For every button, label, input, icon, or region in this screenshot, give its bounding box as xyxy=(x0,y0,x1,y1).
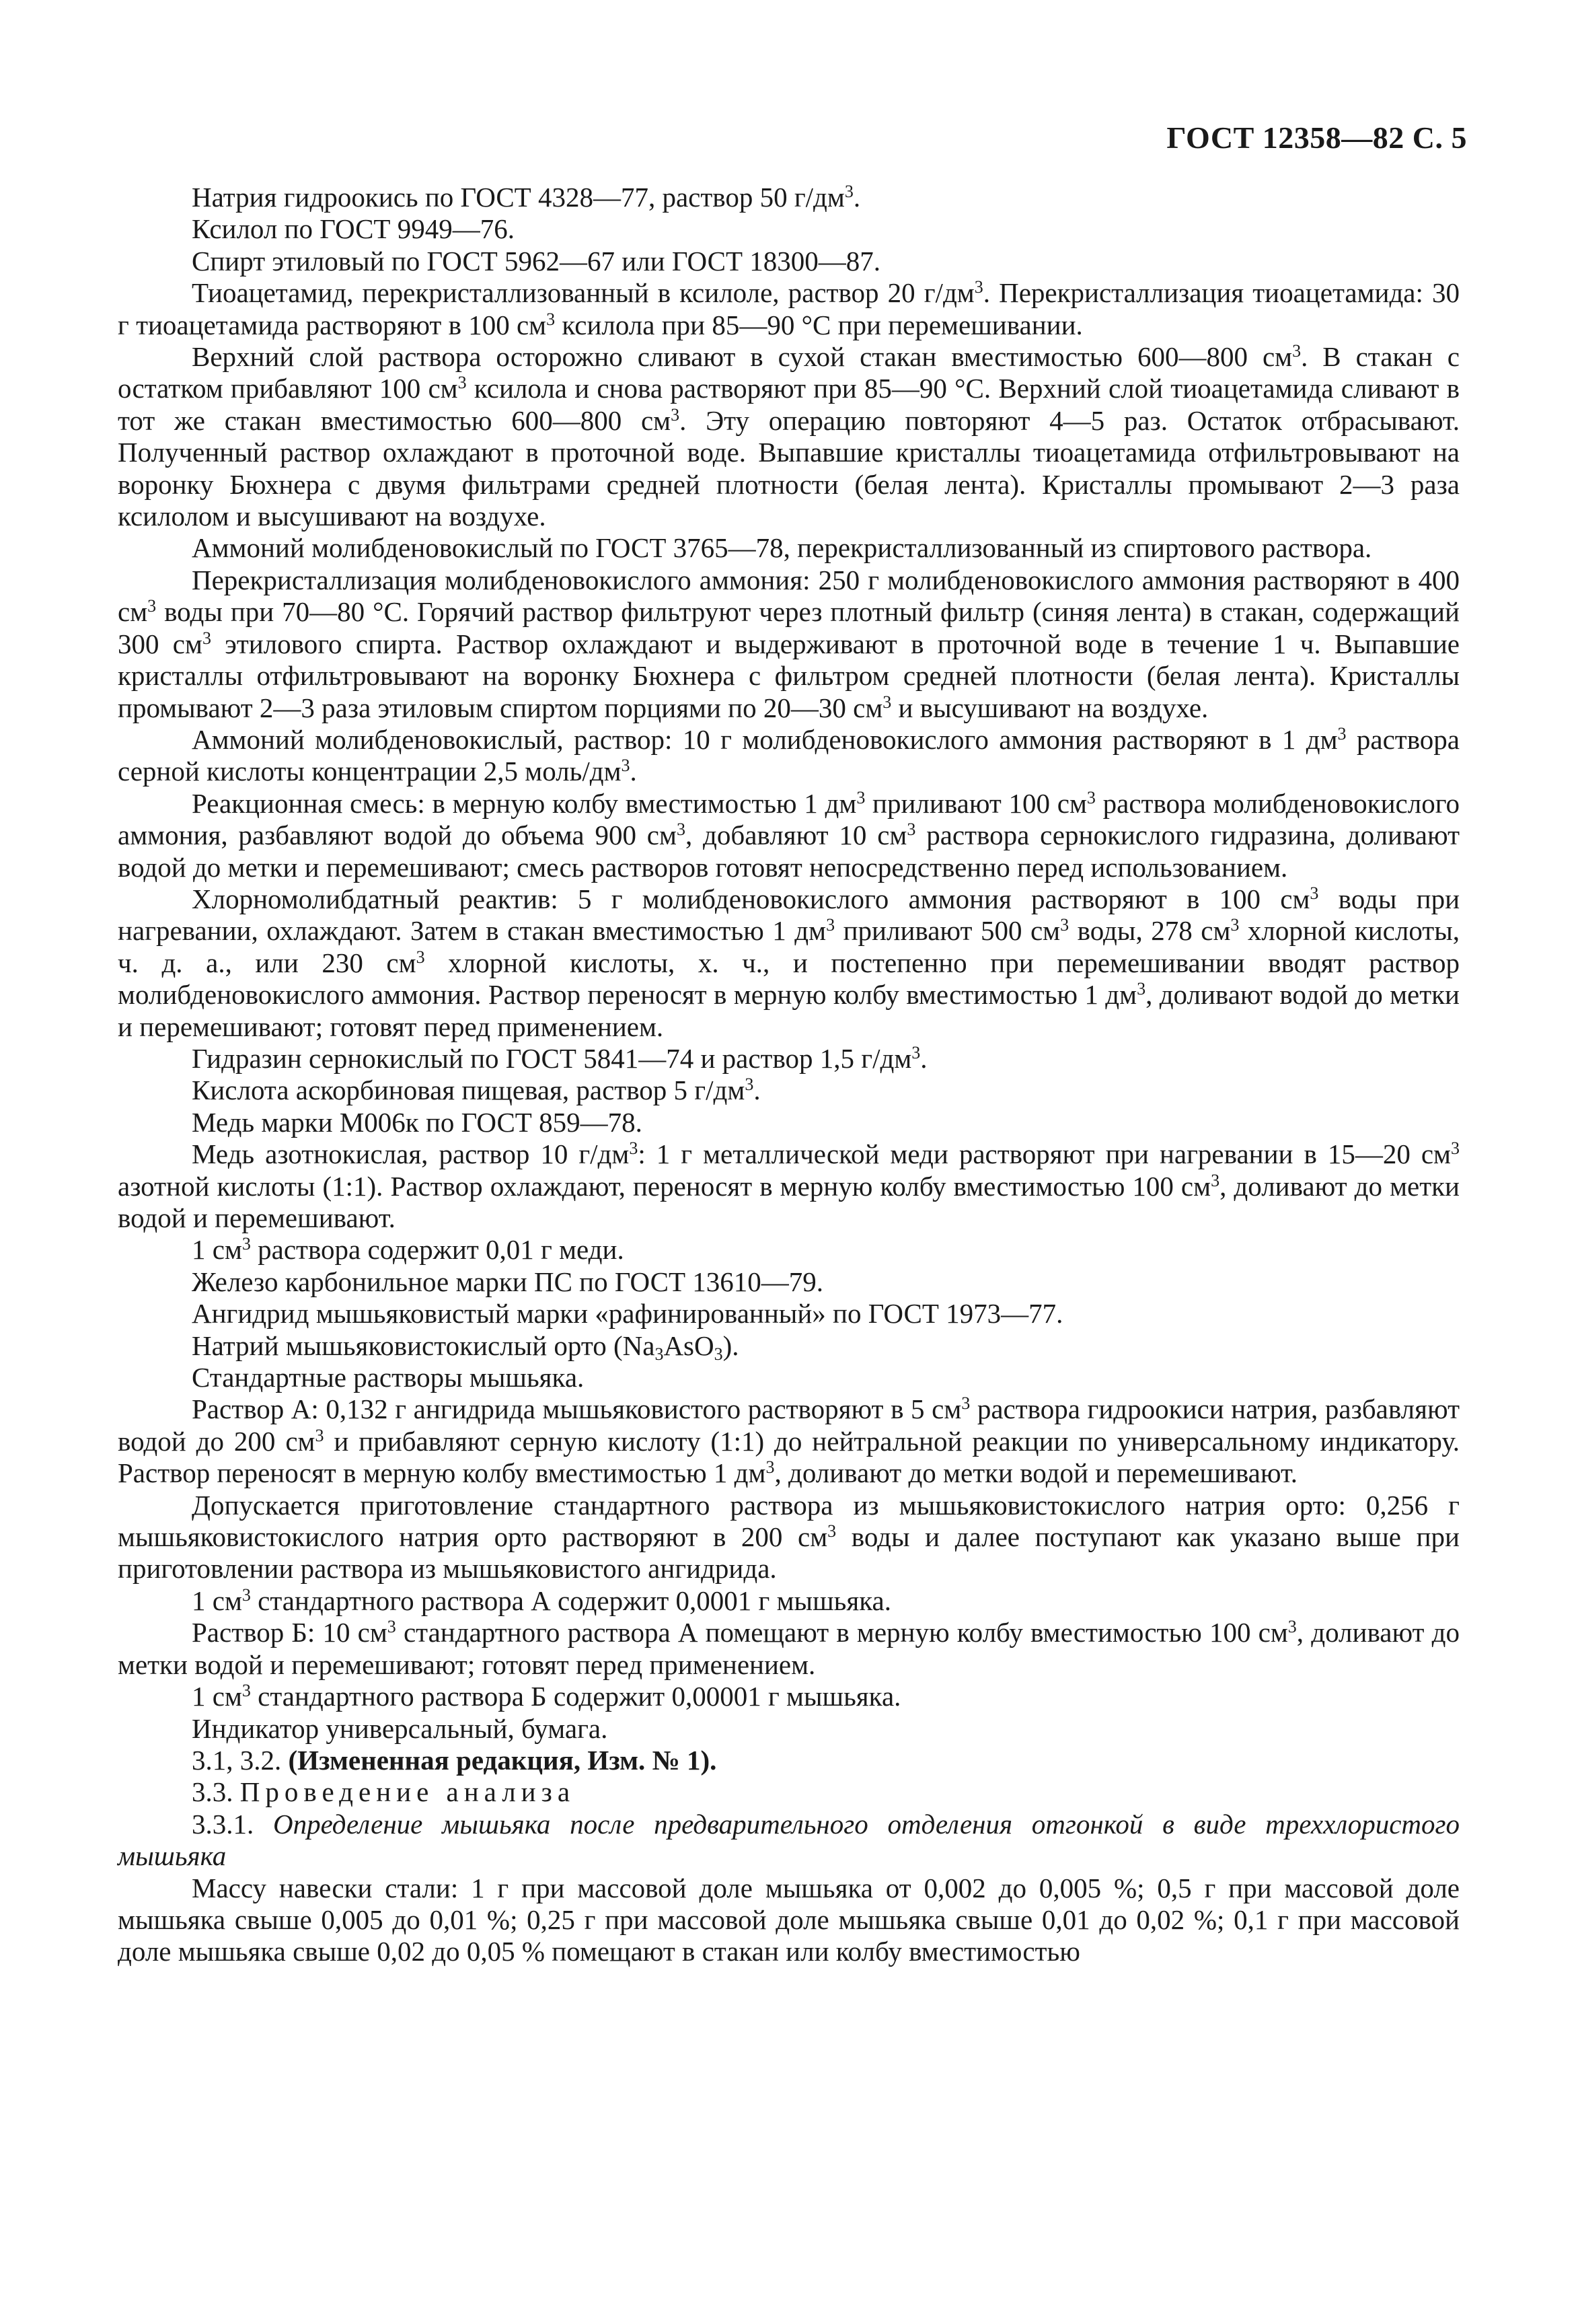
paragraph-revision-note: 3.1, 3.2. (Измененная редакция, Изм. № 1). xyxy=(192,1744,717,1776)
paragraph-alternative-standard: Допускается приготовление стандартного раствора из мышьяковистокислого натрия орто: 0,256 г мышьяковистокислого натрия орто растворяют в 200 $см^3$ воды и далее поступают как указано выше при приготовлении раствора из мышьяковистого ангидрида. xyxy=(118,1489,1460,1585)
paragraph-copper: Медь марки М006к по ГОСТ 859—78. xyxy=(192,1106,642,1138)
paragraph-thioacetamide-procedure: Верхний слой раствора осторожно сливают в сухой стакан вместимостью 600—800 $см^3$. В стакан с остатком прибавляют 100 $см^3$ ксилола и снова растворяют при 85—90 °С. Верхний слой тиоацетамида сливают в тот же стакан вместимостью 600—800 $см^3$. Эту операцию повторяют 4—5 раз. Остаток отбрасывают. Полученный раствор охлаждают в проточной воде. Выпавшие кристаллы тиоацетамида отфильтровывают на воронку Бюхнера с двумя фильтрами средней плотности (белая лента). Кристаллы промывают 2—3 раза ксилолом и высушивают на воздухе. xyxy=(118,341,1460,532)
paragraph-copper-nitrate: Медь азотнокислая, раствор 10 $г/дм^3$: 1 г металлической меди растворяют при нагревании в 15—20 $см^3$ азотной кислоты (1:1). Раствор охлаждают, переносят в мерную колбу вместимостью 100 $см^3$, доливают до метки водой и перемешивают. xyxy=(118,1138,1460,1233)
paragraph-copper-content: 1 $см^3$ раствора содержит 0,01 г меди. xyxy=(192,1234,624,1266)
paragraph-xylene: Ксилол по ГОСТ 9949—76. xyxy=(192,213,515,245)
paragraph-solution-a-content: 1 $см^3$ стандартного раствора А содержит 0,0001 г мышьяка. xyxy=(192,1585,891,1616)
paragraph-solution-b-content: 1 $см^3$ стандартного раствора Б содержит 0,00001 г мышьяка. xyxy=(192,1681,901,1712)
paragraph-sodium-arsenite: Натрий мышьяковистокислый орто $(Na_3AsO_3)$. xyxy=(192,1330,739,1364)
subsection-heading-arsenic-distillation: 3.3.1. Определение мышьяка после предварительного отделения отгонкой в виде треххлористого мышьяка xyxy=(118,1808,1460,1872)
paragraph-sodium-hydroxide: Натрия гидроокись по ГОСТ 4328—77, раствор 50 $г/дм^3$. xyxy=(192,182,861,213)
paragraph-indicator: Индикатор универсальный, бумага. xyxy=(192,1712,608,1744)
body-text xyxy=(118,182,1460,1968)
section-heading-analysis: 3.3. Проведение анализа xyxy=(192,1776,576,1808)
paragraph-ammonium-molybdate: Аммоний молибденовокислый по ГОСТ 3765—78, перекристаллизованный из спиртового раствора. xyxy=(192,532,1372,564)
running-header: ГОСТ 12358—82 С. 5 xyxy=(1166,120,1467,155)
paragraph-molybdate-recrystallization: Перекристаллизация молибденовокислого аммония: 250 г молибденовокислого аммония растворяют в 400 $см^3$ воды при 70—80 °С. Горячий раствор фильтруют через плотный фильтр (синяя лента) в стакан, содержащий 300 $см^3$ этилового спирта. Раствор охлаждают и выдерживают в проточной воде в течение 1 ч. Выпавшие кристаллы отфильтровывают на воронку Бюхнера с фильтром средней плотности (белая лента). Кристаллы промывают 2—3 раза этиловым спиртом порциями по 20—30 $см^3$ и высушивают на воздухе. xyxy=(118,564,1460,723)
paragraph-thioacetamide: Тиоацетамид, перекристаллизованный в ксилоле, раствор 20 $г/дм^3$. Перекристаллизация тиоацетамида: 30 г тиоацетамида растворяют в 100 $см^3$ ксилола при 85—90 °С при перемешивании. xyxy=(118,277,1460,340)
paragraph-molybdate-solution: Аммоний молибденовокислый, раствор: 10 г молибденовокислого аммония растворяют в 1 $дм^3$ раствора серной кислоты концентрации 2,5 моль/$дм^3$. xyxy=(118,723,1460,787)
paragraph-hydrazine-sulfate: Гидразин сернокислый по ГОСТ 5841—74 и раствор 1,5 $г/дм^3$. xyxy=(192,1042,928,1074)
paragraph-reaction-mixture: Реакционная смесь: в мерную колбу вместимостью 1 $дм^3$ приливают 100 $см^3$ раствора молибденовокислого аммония, разбавляют водой до объема 900 $см^3$, добавляют 10 $см^3$ раствора сернокислого гидразина, доливают водой до метки и перемешивают; смесь растворов готовят непосредственно перед использованием. xyxy=(118,787,1460,883)
paragraph-arsenous-anhydride: Ангидрид мышьяковистый марки «рафинированный» по ГОСТ 1973—77. xyxy=(192,1298,1063,1330)
paragraph-ethanol: Спирт этиловый по ГОСТ 5962—67 или ГОСТ 18300—87. xyxy=(192,245,881,277)
paragraph-carbonyl-iron: Железо карбонильное марки ПС по ГОСТ 13610—79. xyxy=(192,1266,824,1297)
paragraph-sample-mass: Массу навески стали: 1 г при массовой доле мышьяка от 0,002 до 0,005 %; 0,5 г при массовой доле мышьяка свыше 0,005 до 0,01 %; 0,25 г при массовой доле мышьяка свыше 0,01 до 0,02 %; 0,1 г при массовой доле мышьяка свыше 0,02 до 0,05 % помещают в стакан или колбу вместимостью xyxy=(118,1872,1460,1967)
paragraph-ascorbic-acid: Кислота аскорбиновая пищевая, раствор 5 $г/дм^3$. xyxy=(192,1075,761,1106)
paragraph-solution-b: Раствор Б: 10 $см^3$ стандартного раствора А помещают в мерную колбу вместимостью 100 $см^3$, доливают до метки водой и перемешивают; готовят перед применением. xyxy=(118,1617,1460,1680)
paragraph-chloromolybdate-reagent: Хлорномолибдатный реактив: 5 г молибденовокислого аммония растворяют в 100 $см^3$ воды при нагревании, охлаждают. Затем в стакан вместимостью 1 $дм^3$ приливают 500 $см^3$ воды, 278 $см^3$ хлорной кислоты, ч. д. а., или 230 $см^3$ хлорной кислоты, х. ч., и постепенно при перемешивании вводят раствор молибденовокислого аммония. Раствор переносят в мерную колбу вместимостью 1 $дм^3$, доливают водой до метки и перемешивают; готовят перед применением. xyxy=(118,883,1460,1042)
paragraph-standard-solutions: Стандартные растворы мышьяка. xyxy=(192,1362,585,1393)
paragraph-solution-a: Раствор А: 0,132 г ангидрида мышьяковистого растворяют в 5 $см^3$ раствора гидроокиси натрия, разбавляют водой до 200 $см^3$ и прибавляют серную кислоту (1:1) до нейтральной реакции по универсальному индикатору. Раствор переносят в мерную колбу вместимостью 1 $дм^3$, доливают до метки водой и перемешивают. xyxy=(118,1393,1460,1489)
